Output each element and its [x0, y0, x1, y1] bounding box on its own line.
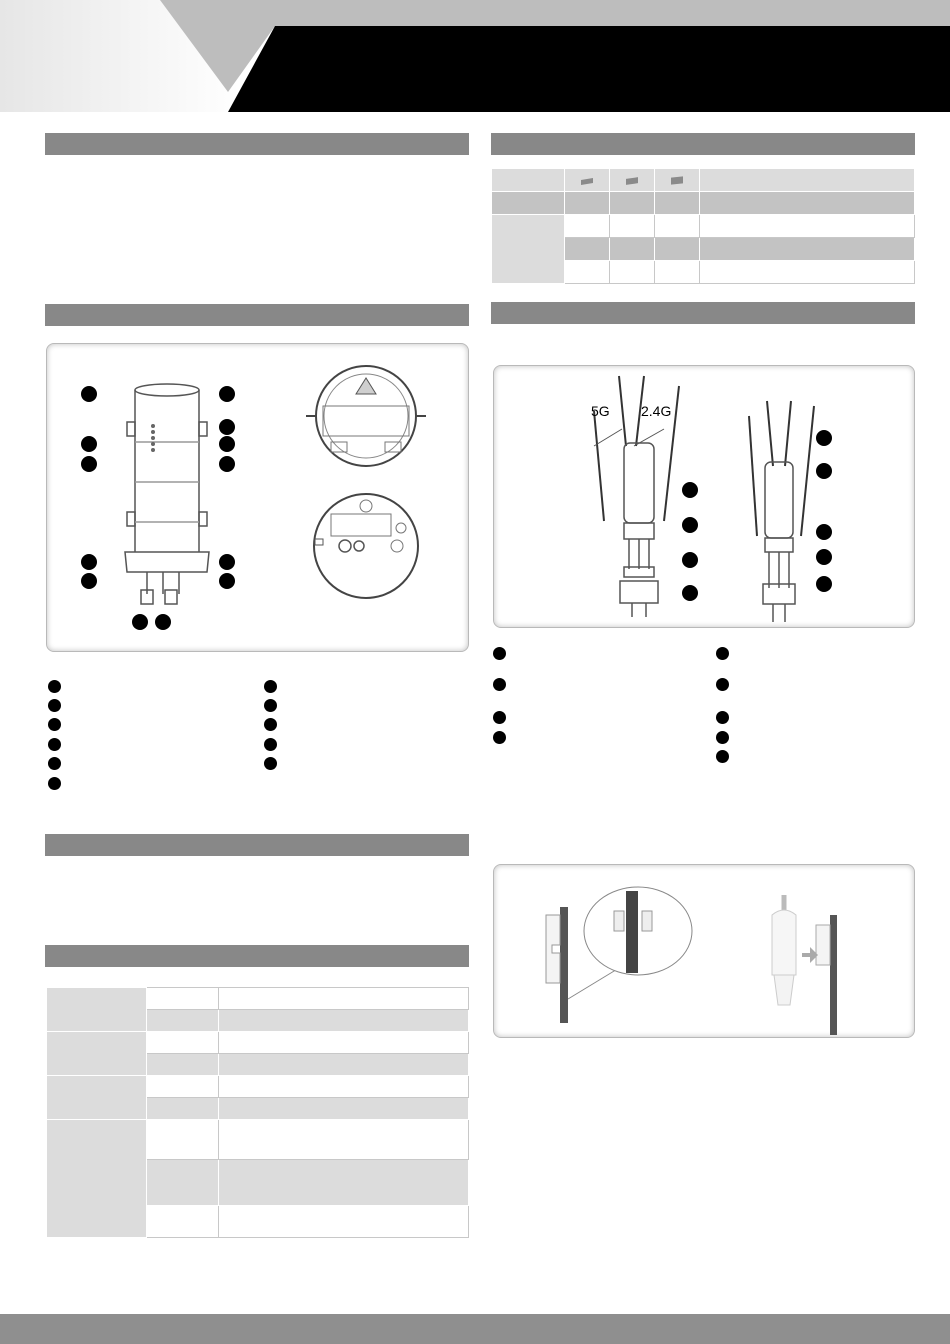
- spec-table-cell: [219, 1120, 469, 1160]
- legend-dot: [48, 777, 61, 790]
- antenna-mounted-illustration: [739, 396, 829, 626]
- spec-table-cell: [147, 1160, 219, 1206]
- legend-dot: [716, 731, 729, 744]
- spec-table-cell: [47, 988, 147, 1032]
- callout-dot: [682, 585, 698, 601]
- led-table-cell: [655, 261, 700, 284]
- callout-dot: [219, 436, 235, 452]
- section-bar-right-2: [491, 302, 915, 324]
- spec-table-cell: [219, 1098, 469, 1120]
- legend-dot: [493, 711, 506, 724]
- callout-dot: [81, 436, 97, 452]
- spec-table-cell: [47, 1032, 147, 1076]
- callout-dot: [219, 386, 235, 402]
- pole-mounting-panel: [493, 864, 915, 1038]
- section-bar-left-1: [45, 133, 469, 155]
- led-table-cell: [610, 238, 655, 261]
- spec-table-cell: [147, 1206, 219, 1238]
- callout-dot: [816, 576, 832, 592]
- product-overview-panel: [46, 343, 469, 652]
- led-table-cell: [610, 192, 655, 215]
- callout-dot: [219, 554, 235, 570]
- legend-dot: [264, 757, 277, 770]
- spec-table-cell: [219, 1206, 469, 1238]
- callout-dot: [682, 517, 698, 533]
- legend-dot: [716, 711, 729, 724]
- led-table-header-cell: [700, 169, 915, 192]
- legend-dot: [716, 647, 729, 660]
- led-table-cell: [610, 261, 655, 284]
- led-table-cell: [700, 238, 915, 261]
- pole-attach-illustration: [744, 885, 864, 1035]
- spec-table-cell: [219, 1010, 469, 1032]
- bottom-view-illustration: [301, 484, 431, 609]
- legend-dot: [264, 699, 277, 712]
- led-table-header-cell: [492, 169, 565, 192]
- led-table-cell: [700, 192, 915, 215]
- section-bar-right-1: [491, 133, 915, 155]
- callout-dot: [682, 552, 698, 568]
- legend-dot: [48, 757, 61, 770]
- header-shapes: [0, 0, 950, 112]
- callout-dot: [682, 482, 698, 498]
- led-icon-3: [655, 169, 700, 192]
- led-table-cell: [655, 192, 700, 215]
- legend-dot: [48, 680, 61, 693]
- led-table: [491, 168, 915, 284]
- legend-dot: [264, 738, 277, 751]
- label-5g: 5G: [591, 403, 610, 419]
- legend-dot: [48, 718, 61, 731]
- callout-dot: [219, 573, 235, 589]
- led-table-cell: [565, 261, 610, 284]
- footer-bar: [0, 1314, 950, 1344]
- callout-dot: [219, 456, 235, 472]
- callout-dot: [816, 430, 832, 446]
- spec-table-cell: [219, 1160, 469, 1206]
- legend-dot: [716, 750, 729, 763]
- spec-table-cell: [147, 1054, 219, 1076]
- callout-dot: [816, 463, 832, 479]
- legend-dot: [264, 718, 277, 731]
- led-table-cell: [565, 192, 610, 215]
- legend-dot: [493, 678, 506, 691]
- spec-table-cell: [147, 1098, 219, 1120]
- spec-table-cell: [47, 1120, 147, 1238]
- legend-dot: [493, 731, 506, 744]
- legend-dot: [48, 699, 61, 712]
- pole-strap-illustration: [534, 881, 704, 1031]
- callout-dot: [816, 524, 832, 540]
- led-table-cell: [655, 238, 700, 261]
- spec-table-cell: [219, 1076, 469, 1098]
- led-icon-2: [610, 169, 655, 192]
- callout-dot: [132, 614, 148, 630]
- spec-table-cell: [147, 1010, 219, 1032]
- callout-dot: [816, 549, 832, 565]
- legend-dot: [48, 738, 61, 751]
- spec-table: [46, 987, 469, 1238]
- callout-dot: [81, 554, 97, 570]
- spec-table-cell: [147, 1032, 219, 1054]
- led-table-cell: [565, 238, 610, 261]
- led-table-cell: [492, 192, 565, 215]
- spec-table-cell: [147, 988, 219, 1010]
- led-table-cell: [700, 261, 915, 284]
- led-table-cell: [655, 215, 700, 238]
- top-view-illustration: [301, 354, 431, 474]
- spec-table-cell: [147, 1120, 219, 1160]
- spec-table-cell: [219, 1054, 469, 1076]
- legend-dot: [264, 680, 277, 693]
- led-table-cell: [565, 215, 610, 238]
- led-icon-1: [565, 169, 610, 192]
- callout-dot: [81, 456, 97, 472]
- legend-dot: [493, 647, 506, 660]
- device-illustration: [107, 382, 257, 632]
- spec-table-cell: [47, 1076, 147, 1120]
- spec-table-cell: [219, 1032, 469, 1054]
- callout-dot: [81, 386, 97, 402]
- spec-table-cell: [147, 1076, 219, 1098]
- led-table-cell: [610, 215, 655, 238]
- spec-table-cell: [219, 988, 469, 1010]
- led-table-cell: [700, 215, 915, 238]
- callout-dot: [219, 419, 235, 435]
- section-bar-left-4: [45, 945, 469, 967]
- antenna-installation-panel: [493, 365, 915, 628]
- led-table-cell: [492, 215, 565, 284]
- legend-dot: [716, 678, 729, 691]
- callout-dot: [81, 573, 97, 589]
- section-bar-left-2: [45, 304, 469, 326]
- label-2-4g: 2.4G: [641, 403, 672, 419]
- section-bar-left-3: [45, 834, 469, 856]
- callout-dot: [155, 614, 171, 630]
